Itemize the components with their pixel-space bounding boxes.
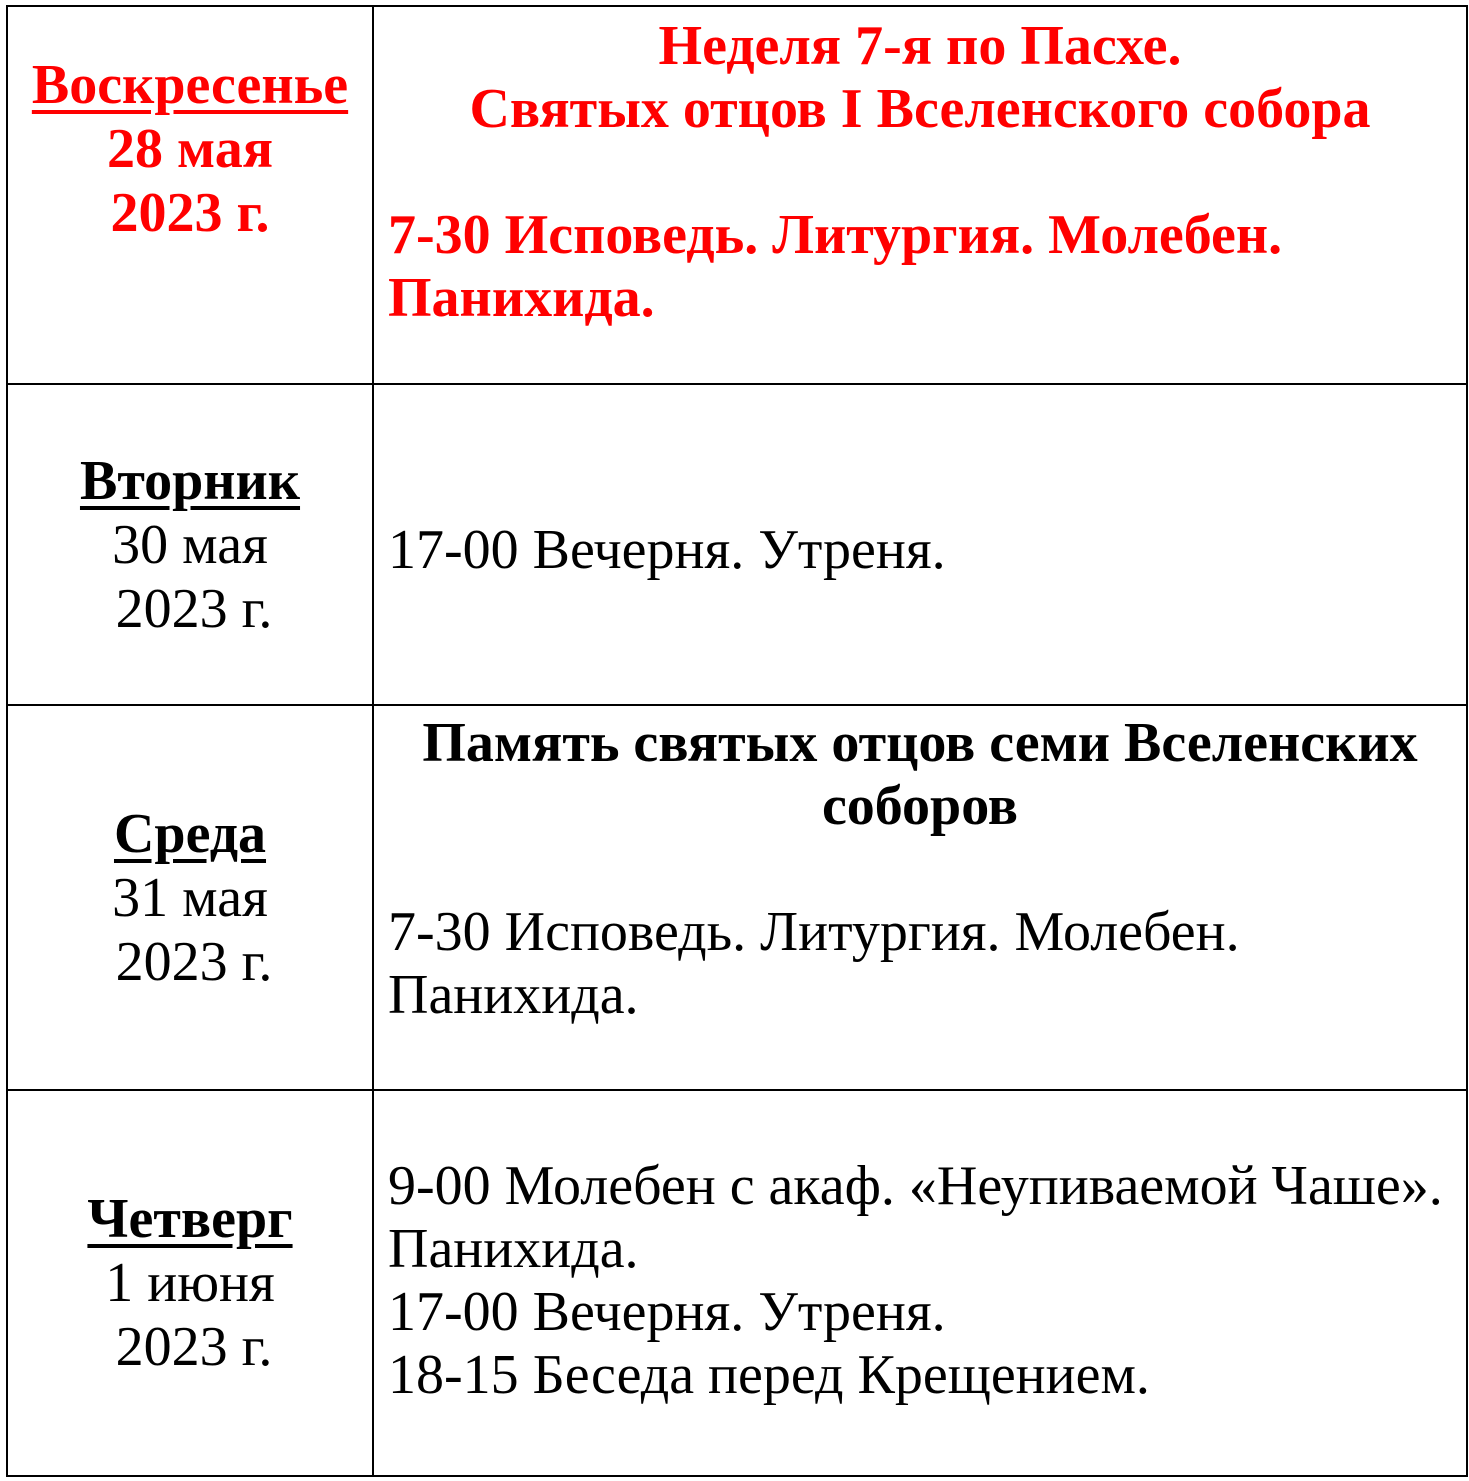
services-cell bbox=[373, 6, 1467, 384]
feast-title-line: Святых отцов I Вселенского собора bbox=[469, 78, 1371, 140]
service-line: 7-30 Исповедь. Литургия. Молебен. bbox=[388, 901, 1240, 963]
day-year: 2023 г. bbox=[115, 1316, 273, 1378]
day-year: 2023 г. bbox=[110, 182, 270, 244]
day-cell bbox=[7, 705, 373, 1090]
feast-title-line: Память святых отцов семи Вселенских bbox=[422, 712, 1418, 774]
day-name: Четверг bbox=[87, 1188, 293, 1250]
day-cell bbox=[7, 1090, 373, 1476]
schedule-row-sunday bbox=[7, 6, 1467, 384]
schedule-table bbox=[6, 5, 1468, 1477]
service-line: Панихида. bbox=[388, 964, 639, 1026]
schedule-row-thursday bbox=[7, 1090, 1467, 1476]
schedule-row-tuesday bbox=[7, 384, 1467, 705]
day-cell bbox=[7, 384, 373, 705]
service-line: Панихида. bbox=[388, 1218, 639, 1280]
day-date: 30 мая bbox=[112, 513, 268, 576]
service-line: 17-00 Вечерня. Утреня. bbox=[388, 519, 946, 581]
feast-title-line: соборов bbox=[821, 775, 1019, 837]
service-line: 17-00 Вечерня. Утреня. bbox=[388, 1281, 946, 1343]
day-cell bbox=[7, 6, 373, 384]
service-line: Панихида. bbox=[388, 267, 655, 329]
services-cell bbox=[373, 705, 1467, 1090]
day-date: 1 июня bbox=[105, 1252, 275, 1314]
service-line: 18-15 Беседа перед Крещением. bbox=[388, 1344, 1150, 1406]
day-name: Среда bbox=[113, 802, 267, 865]
day-name: Вторник bbox=[79, 449, 301, 512]
day-year: 2023 г. bbox=[115, 577, 273, 640]
service-line: 9-00 Молебен с акаф. «Неупиваемой Чаше». bbox=[388, 1155, 1443, 1217]
day-date: 28 мая bbox=[106, 118, 274, 180]
services-cell bbox=[373, 1090, 1467, 1476]
schedule-row-wednesday bbox=[7, 705, 1467, 1090]
services-cell bbox=[373, 384, 1467, 705]
day-date: 31 мая bbox=[112, 866, 268, 929]
feast-title-line: Неделя 7-я по Пасхе. bbox=[658, 15, 1182, 77]
service-line: 7-30 Исповедь. Литургия. Молебен. bbox=[388, 204, 1283, 266]
day-name: Воскресенье bbox=[31, 54, 349, 116]
day-year: 2023 г. bbox=[115, 930, 273, 993]
